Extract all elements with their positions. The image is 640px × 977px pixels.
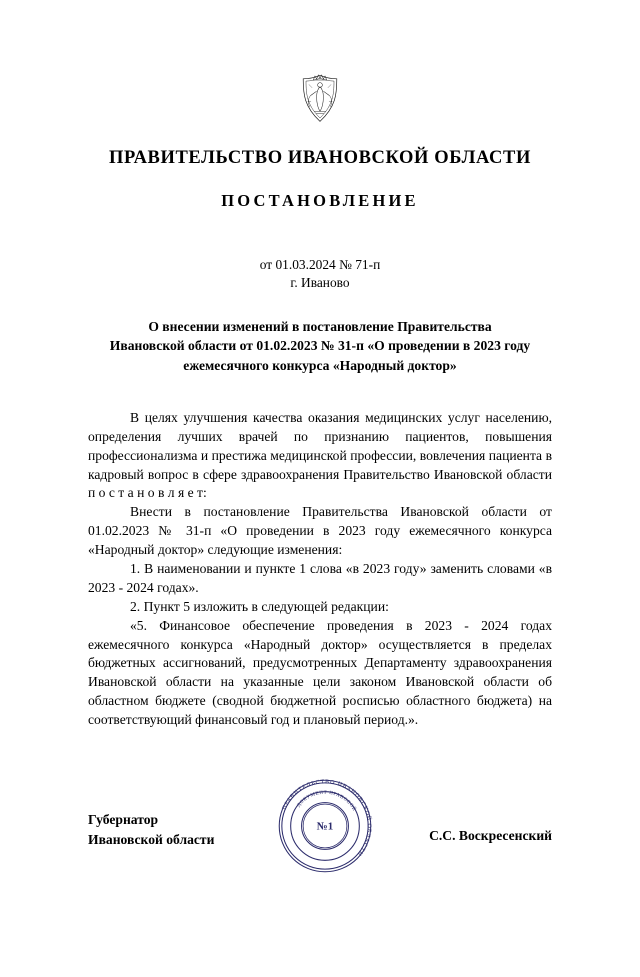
signature-block xyxy=(88,810,552,849)
svg-text:ПРАВИТЕЛЬСТВО ИВАНОВСКОЙ ОБЛАС: ПРАВИТЕЛЬСТВО ИВАНОВСКОЙ ОБЛАСТИ xyxy=(281,779,372,857)
document-city: г. Иваново xyxy=(290,275,350,290)
body-paragraph: В целях улучшения качества оказания медицинских услуг населению, определения лучших врачей по признанию пациентов, повышения профессионализма и престижа медицинской профессии, вовлечения пациента в кадровый вопрос в сфере здравоохранения Правительство Ивановской области п о с т а н о в л я е т: xyxy=(88,409,552,501)
seal-number: №1 xyxy=(316,820,334,833)
document-body xyxy=(88,409,552,730)
body-paragraph: «5. Финансовое обеспечение проведения в 2023 - 2024 годах ежемесячного конкурса «Народный доктор» осуществляется в пределах бюджетных ассигнований, предусмотренных Департаменту здравоохранения Ивановской области на указанные цели законом Ивановской области об областном бюджете (сводной бюджетной росписью областного бюджета) на соответствующий финансовый год и плановый период.». xyxy=(88,617,552,728)
subject-line-3: ежемесячного конкурса «Народный доктор» xyxy=(183,357,457,373)
document-type-heading: ПОСТАНОВЛЕНИЕ xyxy=(221,191,419,210)
coat-of-arms-icon xyxy=(292,72,348,126)
subject-line-1: О внесении изменений в постановление Правительства xyxy=(148,319,492,334)
body-paragraph: 2. Пункт 5 изложить в следующей редакции: xyxy=(130,598,389,614)
government-title: ПРАВИТЕЛЬСТВО ИВАНОВСКОЙ ОБЛАСТИ xyxy=(109,148,531,168)
document-subject xyxy=(88,317,552,375)
signatory-role-line-2: Ивановской области xyxy=(88,831,215,847)
signatory-name: С.С. Воскресенский xyxy=(429,828,552,843)
body-paragraph: 1. В наименовании и пункте 1 слова «в 2023 году» заменить словами «в 2023 - 2024 годах». xyxy=(88,561,552,595)
document-date-number: от 01.03.2024 № 71-п xyxy=(259,257,381,272)
svg-text:ДОКУМЕНТ ПРАВОВОЙ: ДОКУМЕНТ ПРАВОВОЙ xyxy=(296,790,357,813)
document-page xyxy=(0,72,640,977)
body-paragraph: Внести в постановление Правительства Ивановской области от 01.02.2023 № 31-п «О проведении в 2023 году ежемесячного конкурса «Народный доктор» следующие изменения: xyxy=(88,504,552,558)
emblem-container xyxy=(88,72,552,126)
subject-line-2: Ивановской области от 01.02.2023 № 31-п «О проведении в 2023 году xyxy=(109,338,531,354)
signatory-role xyxy=(88,810,214,849)
signatory-role-line-1: Губернатор xyxy=(88,812,159,827)
